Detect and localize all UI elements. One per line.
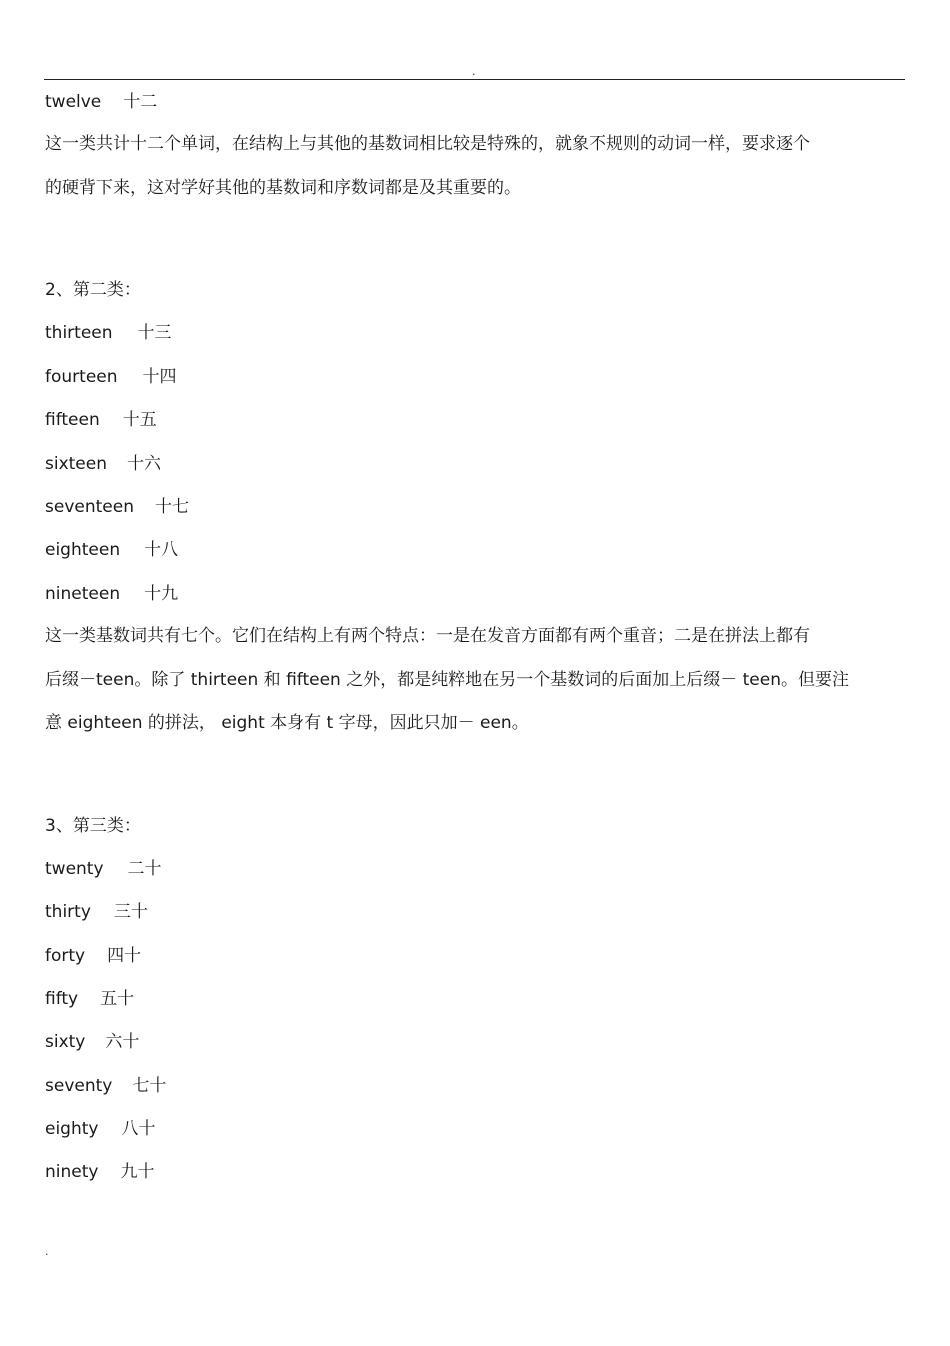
vocab-row — [45, 1031, 139, 1053]
header-mark: . — [472, 65, 476, 78]
header-rule — [44, 79, 905, 80]
english-word: eighteen — [45, 540, 121, 560]
english-word: forty — [45, 946, 86, 966]
vocab-row — [45, 409, 157, 431]
paragraph-line: 这一类基数词共有七个。它们在结构上有两个特点：一是在发音方面都有两个重音；二是在拼法上都有 — [45, 626, 810, 646]
english-word: nineteen — [45, 584, 121, 604]
english-word: ninety — [45, 1162, 99, 1182]
paragraph-line: 这一类共计十二个单词，在结构上与其他的基数词相比较是特殊的，就象不规则的动词一样，要求逐个 — [45, 134, 810, 154]
vocab-row — [45, 858, 162, 880]
english-word: thirty — [45, 902, 91, 922]
english-word: seventeen — [45, 497, 134, 517]
english-word: twelve — [45, 92, 102, 112]
vocab-row — [45, 1118, 155, 1140]
vocab-row — [45, 453, 161, 475]
chinese-numeral: 六十 — [105, 1032, 140, 1052]
english-word: twenty — [45, 859, 104, 879]
english-word: sixteen — [45, 454, 107, 474]
chinese-numeral: 九十 — [120, 1162, 155, 1182]
paragraph-line: 意 eighteen 的拼法， eight 本身有 t 字母，因此只加－ een。 — [45, 713, 529, 733]
chinese-numeral: 八十 — [121, 1119, 156, 1139]
section-heading: 2、第二类： — [45, 280, 141, 300]
chinese-numeral: 二十 — [127, 859, 162, 879]
vocab-row — [45, 322, 172, 344]
vocab-row — [45, 1161, 154, 1183]
vocab-row — [45, 583, 178, 605]
chinese-numeral: 十三 — [137, 323, 172, 343]
paragraph-line: 的硬背下来，这对学好其他的基数词和序数词都是及其重要的。 — [45, 178, 521, 198]
vocab-row — [45, 901, 148, 923]
paragraph-line: 后缀－teen。除了 thirteen 和 fifteen 之外，都是纯粹地在另一个基数词的后面加上后缀－ teen。但要注 — [45, 670, 849, 690]
vocab-row — [45, 496, 189, 518]
english-word: eighty — [45, 1119, 99, 1139]
chinese-numeral: 十五 — [122, 410, 157, 430]
section-heading: 3、第三类： — [45, 816, 141, 836]
chinese-numeral: 十四 — [142, 367, 177, 387]
english-word: fourteen — [45, 367, 118, 387]
chinese-numeral: 十八 — [144, 540, 179, 560]
chinese-numeral: 十六 — [127, 454, 161, 474]
english-word: fifteen — [45, 410, 100, 430]
english-word: sixty — [45, 1032, 86, 1052]
vocab-row — [45, 945, 141, 967]
english-word: fifty — [45, 989, 79, 1009]
vocab-row — [45, 539, 178, 561]
vocab-row — [45, 988, 134, 1010]
vocab-row-twelve — [45, 91, 157, 113]
chinese-numeral: 七十 — [132, 1076, 167, 1096]
vocab-row — [45, 1075, 166, 1097]
footer-mark: . — [45, 1245, 49, 1258]
chinese-numeral: 三十 — [113, 902, 148, 922]
chinese-numeral: 十七 — [154, 497, 189, 517]
english-word: thirteen — [45, 323, 113, 343]
chinese-numeral: 四十 — [107, 946, 142, 966]
chinese-numeral: 十二 — [123, 92, 158, 112]
chinese-numeral: 五十 — [100, 989, 135, 1009]
chinese-numeral: 十九 — [144, 584, 179, 604]
english-word: seventy — [45, 1076, 113, 1096]
vocab-row — [45, 366, 177, 388]
